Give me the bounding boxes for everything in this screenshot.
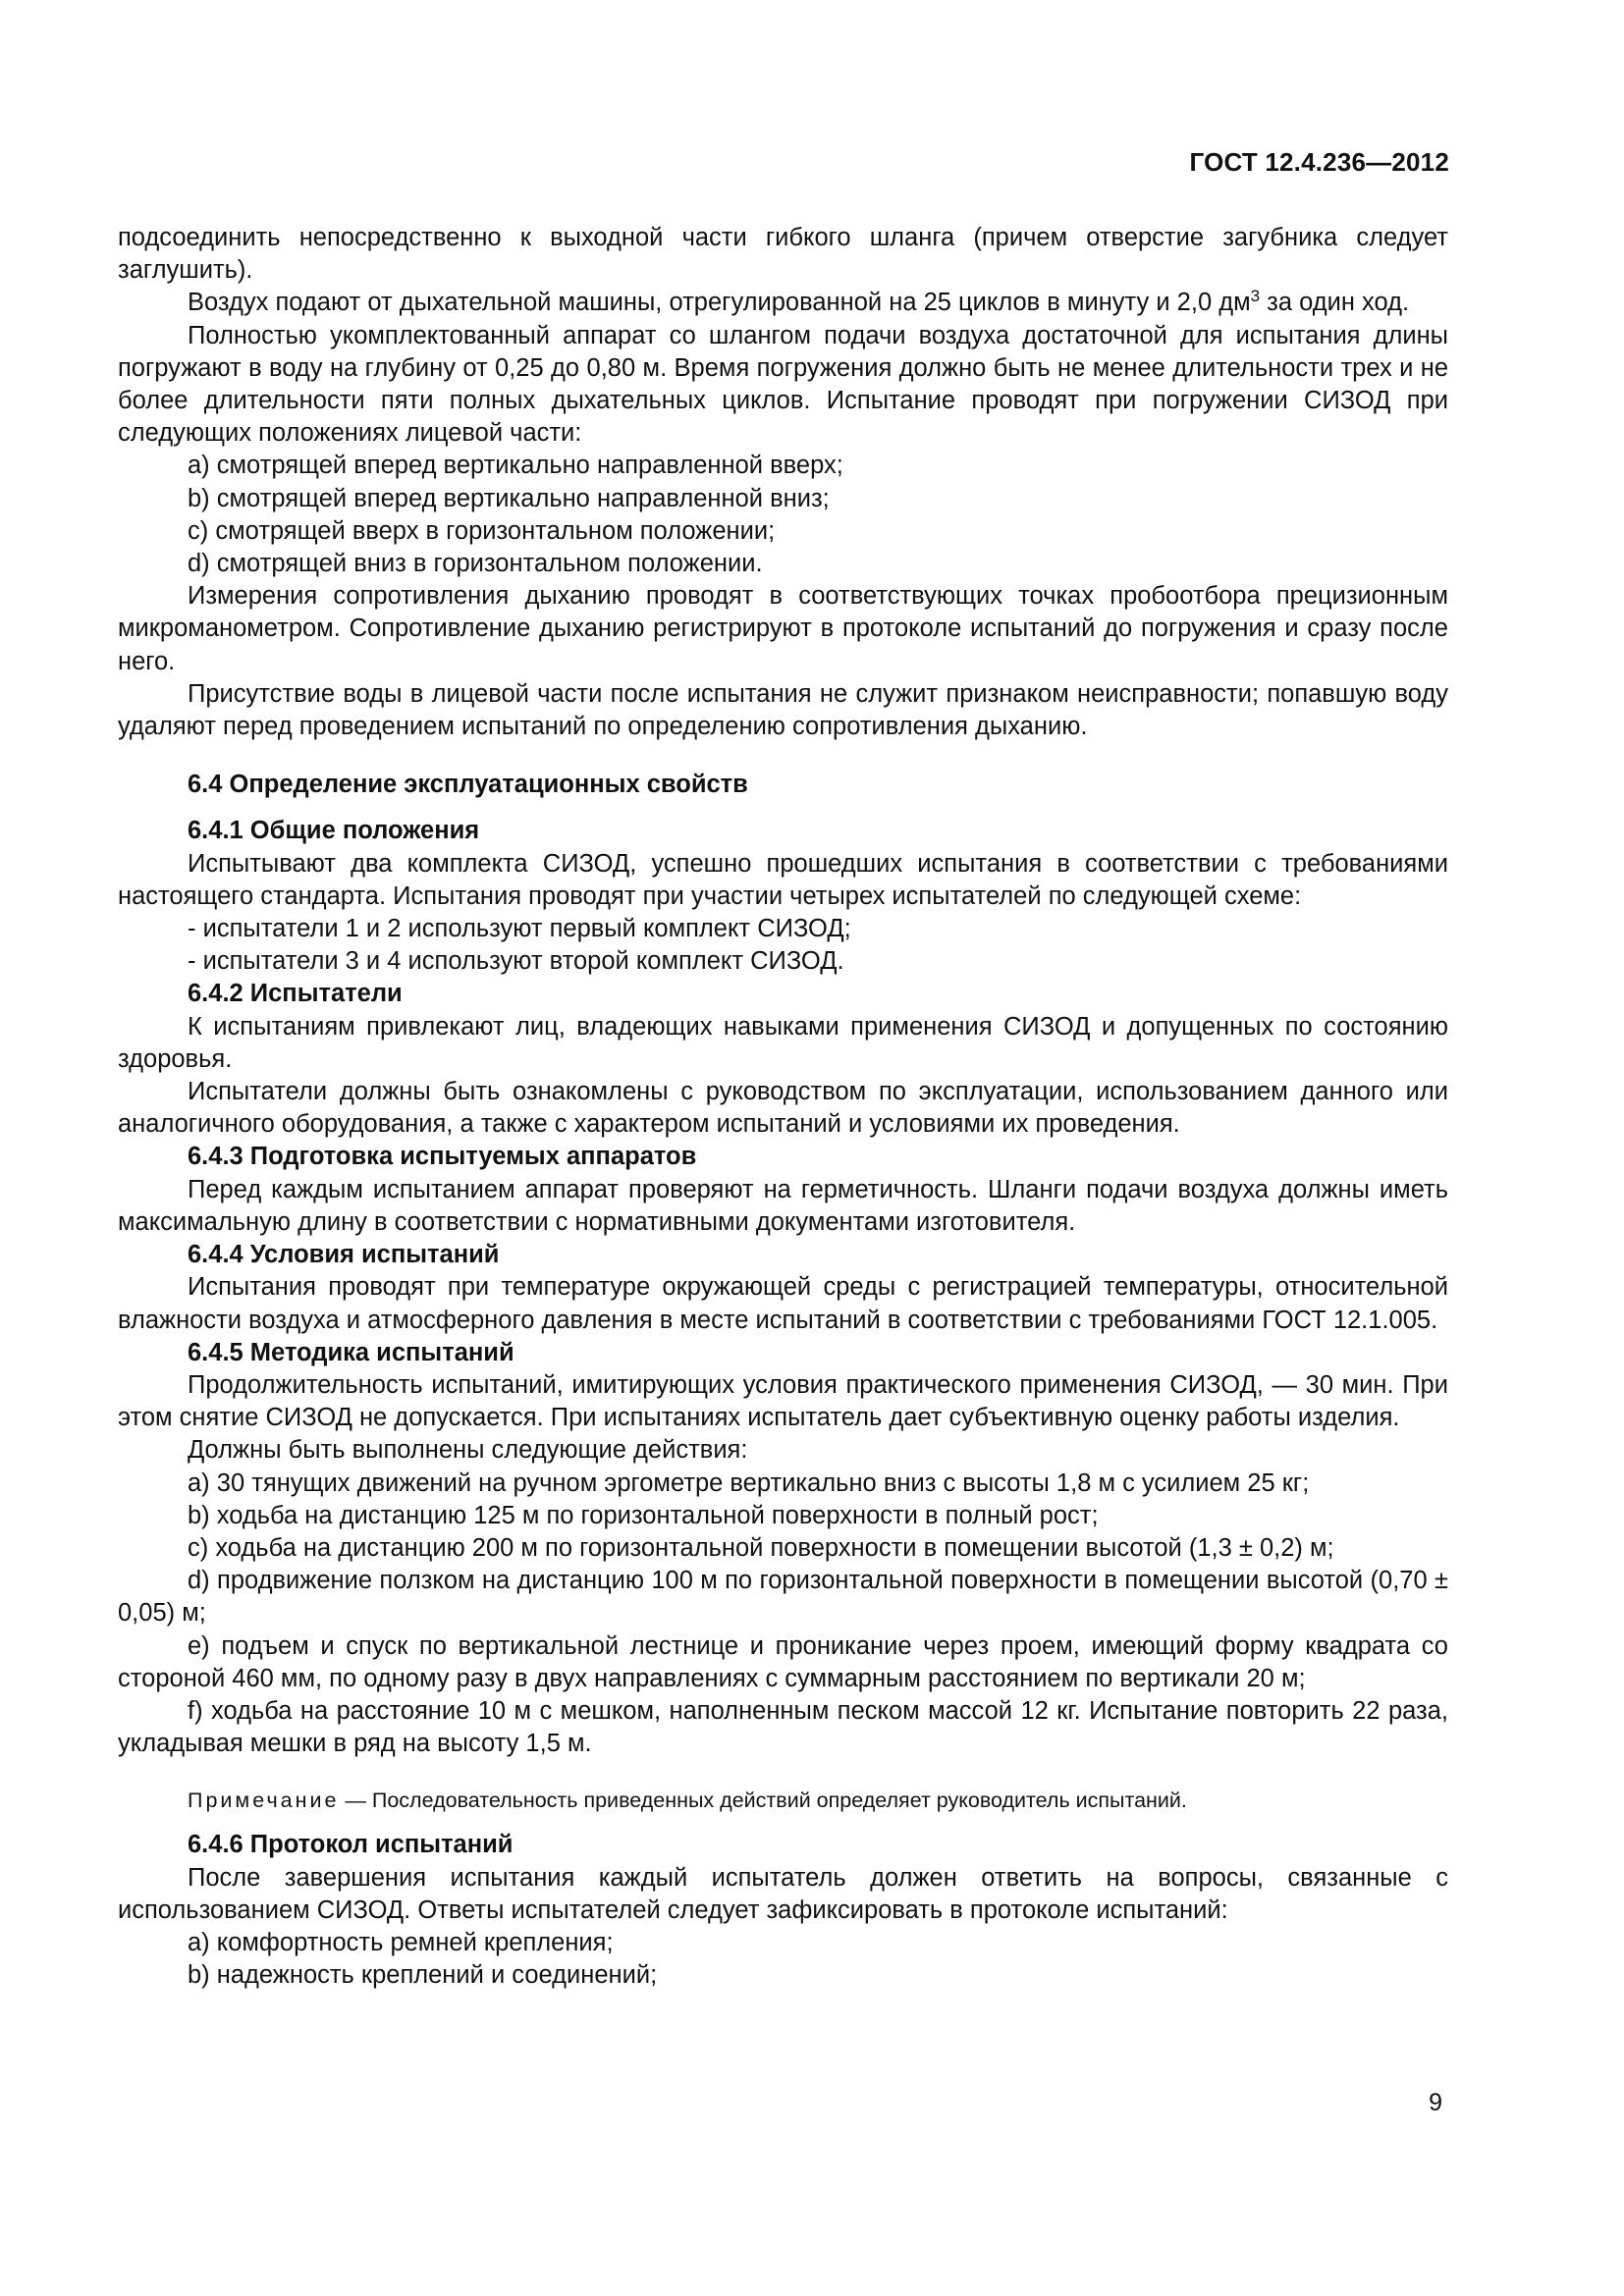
list-item: e) подъем и спуск по вертикальной лестнице и проникание через проем, имеющий форму квадрата со стороной 460 мм, по одному разу в двух направлениях с суммарным расстоянием по вертикали 20 м; bbox=[118, 1631, 1448, 1692]
paragraph: Измерения сопротивления дыханию проводят в соответствующих точках пробоотбора прецизионным микроманометром. Сопротивление дыханию регистрируют в протоколе испытаний до погружения и сразу после него. bbox=[118, 582, 1448, 675]
list-item: a) смотрящей вперед вертикально направленной вверх; bbox=[188, 452, 843, 480]
list-item: - испытатели 3 и 4 используют второй комплект СИЗОД. bbox=[188, 947, 844, 976]
paragraph: После завершения испытания каждый испытатель должен ответить на вопросы, связанные с использованием СИЗОД. Ответы испытателей следует зафиксировать в протоколе испытаний: bbox=[118, 1863, 1448, 1924]
list-item: b) надежность креплений и соединений; bbox=[188, 1961, 658, 1990]
section-heading-6-4-6: 6.4.6 Протокол испытаний bbox=[188, 1831, 514, 1859]
document-body bbox=[118, 222, 1448, 1992]
list-item: b) ходьба на дистанцию 125 м по горизонтальной поверхности в полный рост; bbox=[188, 1501, 1099, 1529]
section-heading-6-4-2: 6.4.2 Испытатели bbox=[188, 980, 403, 1008]
section-heading-6-4-5: 6.4.5 Методика испытаний bbox=[188, 1338, 514, 1366]
paragraph: Испытатели должны быть ознакомлены с руководством по эксплуатации, использованием данного или аналогичного оборудования, а также с характером испытаний и условиями их проведения. bbox=[118, 1078, 1448, 1139]
paragraph: Испытания проводят при температуре окружающей среды с регистрацией температуры, относительной влажности воздуха и атмосферного давления в месте испытаний в соответствии с требованиями ГОСТ 12.1.005. bbox=[118, 1273, 1448, 1334]
section-heading-6-4-1: 6.4.1 Общие положения bbox=[188, 817, 480, 845]
section-heading-6-4: 6.4 Определение эксплуатационных свойств bbox=[188, 771, 748, 799]
paragraph: Испытывают два комплекта СИЗОД, успешно прошедших испытания в соответствии с требованиями настоящего стандарта. Испытания проводят при участии четырех испытателей по следующей схеме: bbox=[118, 849, 1448, 910]
section-heading-6-4-4: 6.4.4 Условия испытаний bbox=[188, 1241, 500, 1269]
note-text: — Последовательность приведенных действий определяет руководитель испытаний. bbox=[339, 1789, 1187, 1813]
page-number: 9 bbox=[1429, 2089, 1442, 2116]
paragraph: Перед каждым испытанием аппарат проверяют на герметичность. Шланги подачи воздуха должны иметь максимальную длину в соответствии с нормативными документами изготовителя. bbox=[118, 1175, 1448, 1236]
paragraph-air-supply: Воздух подают от дыхательной машины, отрегулированной на 25 циклов в минуту и 2,0 $дм^3$ за один ход. bbox=[188, 287, 1410, 317]
paragraph: Полностью укомплектованный аппарат со шлангом подачи воздуха достаточной для испытания длины погружают в воду на глубину от 0,25 до 0,80 м. Время погружения должно быть не менее длительности трех и не более длительности пяти полных дыхательных циклов. Испытание проводят при погружении СИЗОД при следующих положениях лицевой части: bbox=[118, 321, 1448, 448]
document-code-header: ГОСТ 12.4.236—2012 bbox=[1189, 147, 1449, 177]
list-item: c) ходьба на дистанцию 200 м по горизонтальной поверхности в помещении высотой (1,3 ± 0,2) м; bbox=[188, 1533, 1334, 1562]
list-item: b) смотрящей вперед вертикально направленной вниз; bbox=[188, 484, 830, 512]
list-item: a) комфортность ремней крепления; bbox=[188, 1928, 614, 1956]
list-item: a) 30 тянущих движений на ручном эргометре вертикально вниз с высоты 1,8 м с усилием 25 кг; bbox=[188, 1468, 1310, 1497]
list-item: d) продвижение ползком на дистанцию 100 м по горизонтальной поверхности в помещении высотой (0,70 ± 0,05) м; bbox=[118, 1567, 1448, 1628]
paragraph: Должны быть выполнены следующие действия: bbox=[188, 1436, 748, 1465]
paragraph: Присутствие воды в лицевой части после испытания не служит признаком неисправности; попавшую воду удаляют перед проведением испытаний по определению сопротивления дыханию. bbox=[118, 679, 1448, 741]
section-heading-6-4-3: 6.4.3 Подготовка испытуемых аппаратов bbox=[188, 1143, 697, 1171]
note-label: Примечание bbox=[188, 1789, 340, 1813]
paragraph: подсоединить непосредственно к выходной части гибкого шланга (причем отверстие загубника следует заглушить). bbox=[118, 224, 1448, 285]
list-item: d) смотрящей вниз в горизонтальном положении. bbox=[188, 550, 763, 578]
list-item: - испытатели 1 и 2 используют первый комплект СИЗОД; bbox=[188, 915, 851, 943]
list-item: c) смотрящей вверх в горизонтальном положении; bbox=[188, 516, 776, 545]
note bbox=[118, 1786, 1448, 1815]
list-item: f) ходьба на расстояние 10 м с мешком, наполненным песком массой 12 кг. Испытание повторить 22 раза, укладывая мешки в ряд на высоту 1,5 м. bbox=[118, 1696, 1448, 1758]
paragraph: К испытаниям привлекают лиц, владеющих навыками применения СИЗОД и допущенных по состоянию здоровья. bbox=[118, 1012, 1448, 1073]
paragraph: Продолжительность испытаний, имитирующих условия практического применения СИЗОД, — 30 мин. При этом снятие СИЗОД не допускается. При испытаниях испытатель дает субъективную оценку работы изделия. bbox=[118, 1370, 1448, 1432]
